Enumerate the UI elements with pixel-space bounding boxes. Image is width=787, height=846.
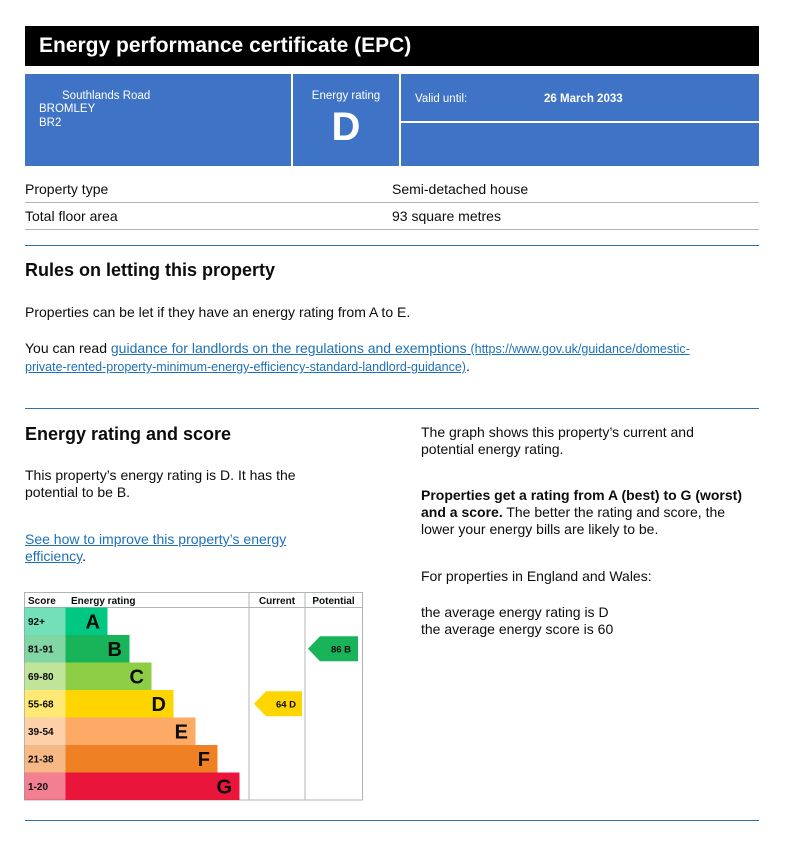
floor-area-row: [25, 203, 759, 230]
band-letter-e: E: [174, 721, 188, 744]
floor-area-key: Total floor area: [25, 208, 118, 224]
letting-para-2-prefix: You can read: [25, 340, 111, 356]
letting-heading: Rules on letting this property: [25, 260, 276, 280]
address-box: [25, 74, 291, 166]
band-range-c: 69-80: [28, 671, 54, 683]
band-letter-b: B: [107, 638, 122, 661]
property-type-key: Property type: [25, 181, 109, 197]
band-letter-c: C: [129, 666, 144, 689]
improve-link-suffix: .: [82, 548, 86, 564]
band-letter-d: D: [151, 693, 166, 716]
rating-explanation-rest: The better the rating and score, the: [502, 504, 726, 520]
energy-rating-label: Energy rating: [311, 90, 381, 102]
section-divider: [25, 820, 759, 821]
band-range-f: 21-38: [28, 754, 54, 766]
landlord-guidance-link-text: guidance for landlords on the regulations and exemptions: [110, 340, 467, 356]
band-range-g: 1-20: [28, 781, 49, 793]
property-type-row: [25, 176, 759, 203]
chart-header-score: Score: [28, 596, 56, 607]
average-rating: the average energy rating is D: [421, 604, 609, 620]
current-rating-label: 64 D: [275, 699, 297, 711]
improve-efficiency-text: [25, 531, 286, 565]
landlord-guidance-url-2: private-rented-property-minimum-energy-efficiency-standard-landlord-guidance): [25, 360, 466, 374]
section-divider: [25, 408, 759, 409]
chart-header-rating: Energy rating: [71, 596, 136, 607]
floor-area-value: 93 square metres: [392, 208, 501, 224]
letting-para-2: [25, 340, 759, 376]
band-letter-a: A: [85, 611, 100, 634]
landlord-guidance-link[interactable]: [25, 340, 690, 374]
graph-description-line-1: The graph shows this property’s current and: [421, 424, 694, 440]
landlord-guidance-url-1: (https://www.gov.uk/guidance/domestic-: [470, 342, 690, 356]
rating-explanation: [421, 487, 742, 538]
band-letter-g: G: [216, 776, 232, 799]
valid-until-label: Valid until:: [415, 93, 468, 105]
address-line-3: BR2: [39, 117, 62, 129]
property-type-value: Semi-detached house: [392, 181, 529, 197]
page-title: Energy performance certificate (EPC): [25, 26, 759, 66]
chart-header-potential: Potential: [312, 596, 355, 607]
rating-explanation-bold-1: Properties get a rating from A (best) to G (worst): [421, 487, 742, 503]
improve-efficiency-link[interactable]: [25, 531, 286, 564]
graph-description: [421, 424, 694, 458]
improve-link-line-2: efficiency: [25, 548, 83, 564]
band-letter-f: F: [197, 748, 210, 771]
band-bar-f: [66, 745, 218, 773]
score-text-line-1: This property’s energy rating is D. It has the: [25, 467, 296, 483]
graph-description-line-2: potential energy rating.: [421, 441, 564, 457]
improve-link-line-1: See how to improve this property’s energy: [25, 531, 287, 547]
band-range-a: 92+: [28, 616, 45, 628]
letting-para-2-suffix: .: [465, 358, 470, 374]
band-bar-g: [66, 773, 240, 801]
chart-header-current: Current: [258, 596, 296, 607]
certificate-number-box: [401, 123, 759, 166]
average-ratings: [421, 604, 613, 638]
rating-explanation-line-3: lower your energy bills are likely to be.: [421, 521, 659, 537]
section-divider: [25, 245, 759, 246]
score-heading: Energy rating and score: [25, 424, 232, 444]
band-range-b: 81-91: [28, 644, 54, 656]
score-text: [25, 467, 296, 501]
band-range-e: 39-54: [28, 726, 54, 738]
energy-rating-chart: [24, 592, 364, 802]
address-line-1: Southlands Road: [62, 90, 151, 102]
address-line-2: BROMLEY: [39, 103, 96, 115]
average-score: the average energy score is 60: [421, 621, 614, 637]
valid-until-box: [401, 74, 759, 121]
england-wales-text: For properties in England and Wales:: [421, 568, 652, 584]
letting-para-1: Properties can be let if they have an energy rating from A to E.: [25, 304, 411, 320]
valid-until-date: 26 March 2033: [544, 93, 623, 105]
band-range-d: 55-68: [28, 699, 54, 711]
energy-rating-letter: D: [331, 105, 361, 149]
score-text-line-2: potential to be B.: [25, 484, 131, 500]
potential-rating-label: 86 B: [330, 644, 352, 656]
energy-rating-box: [293, 74, 399, 166]
rating-explanation-bold-2: and a score.: [421, 504, 503, 520]
